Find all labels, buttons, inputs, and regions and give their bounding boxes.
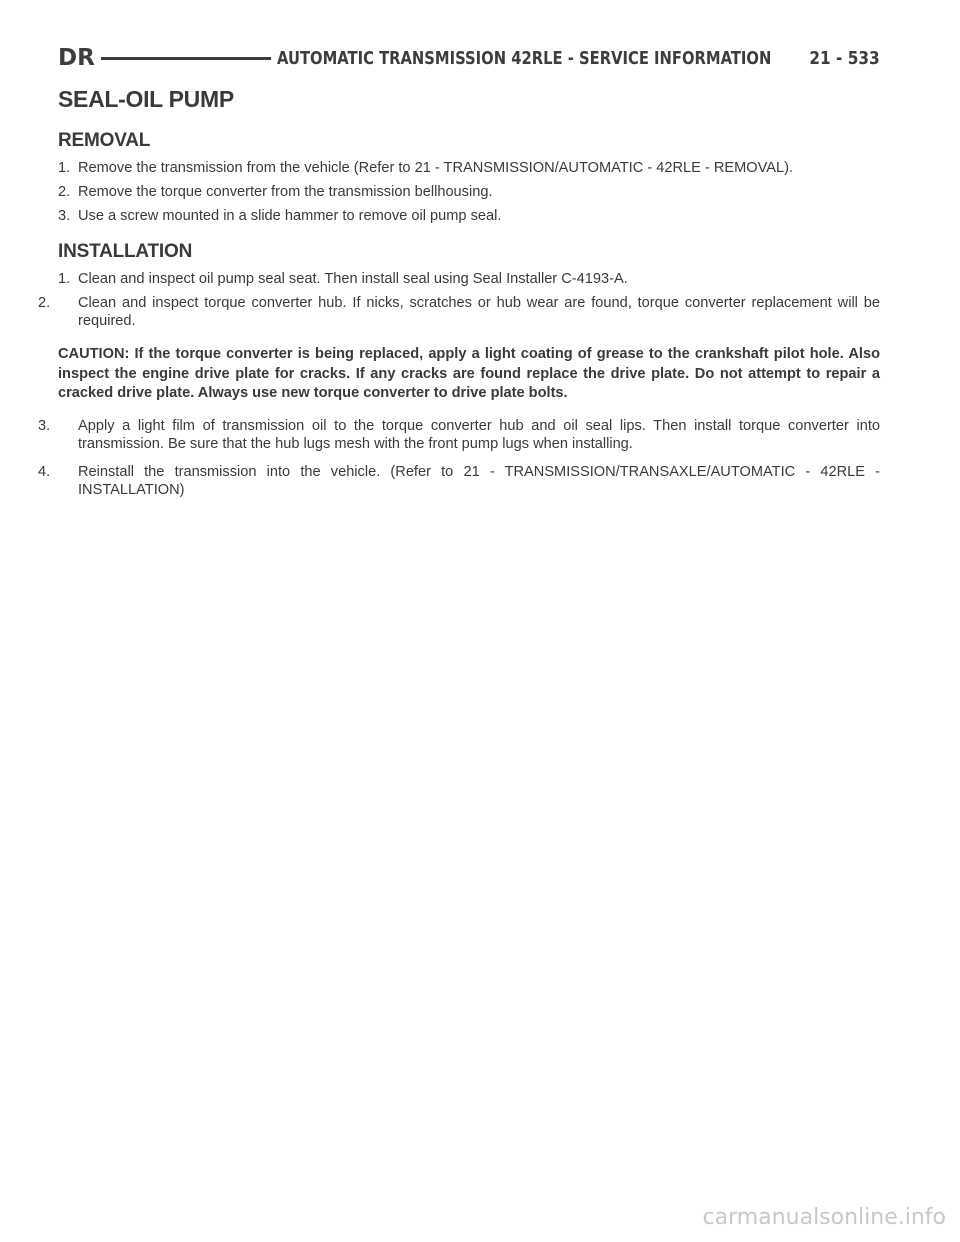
running-header bbox=[58, 44, 880, 72]
step-text: Clean and inspect oil pump seal seat. Then install seal using Seal Installer C-4193-A. bbox=[78, 271, 628, 287]
installation-step-2 bbox=[38, 294, 880, 330]
removal-step-3 bbox=[58, 207, 880, 225]
page-title: SEAL-OIL PUMP bbox=[58, 86, 234, 112]
step-text: Remove the transmission from the vehicle (Refer to 21 - TRANSMISSION/AUTOMATIC - 42RLE - REMOVAL). bbox=[78, 160, 794, 176]
header-rule bbox=[101, 57, 271, 60]
step-text: Apply a light film of transmission oil to the torque converter hub and oil seal lips. Then install torque converter into transmission. Be sure that the hub lugs mesh with the front pump lugs when installing. bbox=[78, 418, 880, 452]
step-number: 3. bbox=[38, 418, 51, 434]
step-number: 1. bbox=[58, 271, 71, 287]
step-number: 4. bbox=[38, 464, 51, 480]
removal-heading: REMOVAL bbox=[58, 130, 151, 151]
step-text: Clean and inspect torque converter hub. If nicks, scratches or hub wear are found, torque converter replacement will be required. bbox=[78, 295, 880, 329]
installation-heading: INSTALLATION bbox=[58, 241, 193, 262]
step-text: Use a screw mounted in a slide hammer to remove oil pump seal. bbox=[78, 208, 502, 224]
site-watermark: carmanualsonline.info bbox=[702, 1205, 946, 1230]
removal-step-1 bbox=[58, 159, 880, 177]
step-text: Remove the torque converter from the transmission bellhousing. bbox=[78, 184, 493, 200]
header-section-title: AUTOMATIC TRANSMISSION 42RLE - SERVICE INFORMATION bbox=[277, 47, 772, 69]
caution-note: CAUTION: If the torque converter is being replaced, apply a light coating of grease to the crankshaft pilot hole. Also inspect the engine drive plate for cracks. If any cracks are found replace the drive plate. Do not attempt to repair a cracked drive plate. Always use new torque converter to drive plate bolts. bbox=[58, 346, 880, 401]
header-page-number: 21 - 533 bbox=[809, 48, 880, 69]
step-text: Reinstall the transmission into the vehicle. (Refer to 21 - TRANSMISSION/TRANSAXLE/AUTOMATIC - 42RLE - INSTALLATION) bbox=[78, 464, 880, 498]
step-number: 3. bbox=[58, 208, 71, 224]
removal-step-2 bbox=[58, 183, 880, 201]
step-number: 1. bbox=[58, 160, 71, 176]
step-number: 2. bbox=[38, 295, 51, 311]
installation-step-3 bbox=[38, 417, 880, 453]
header-model-code: DR bbox=[58, 45, 95, 71]
installation-step-4 bbox=[38, 463, 880, 499]
step-number: 2. bbox=[58, 184, 71, 200]
installation-step-1 bbox=[58, 270, 880, 288]
